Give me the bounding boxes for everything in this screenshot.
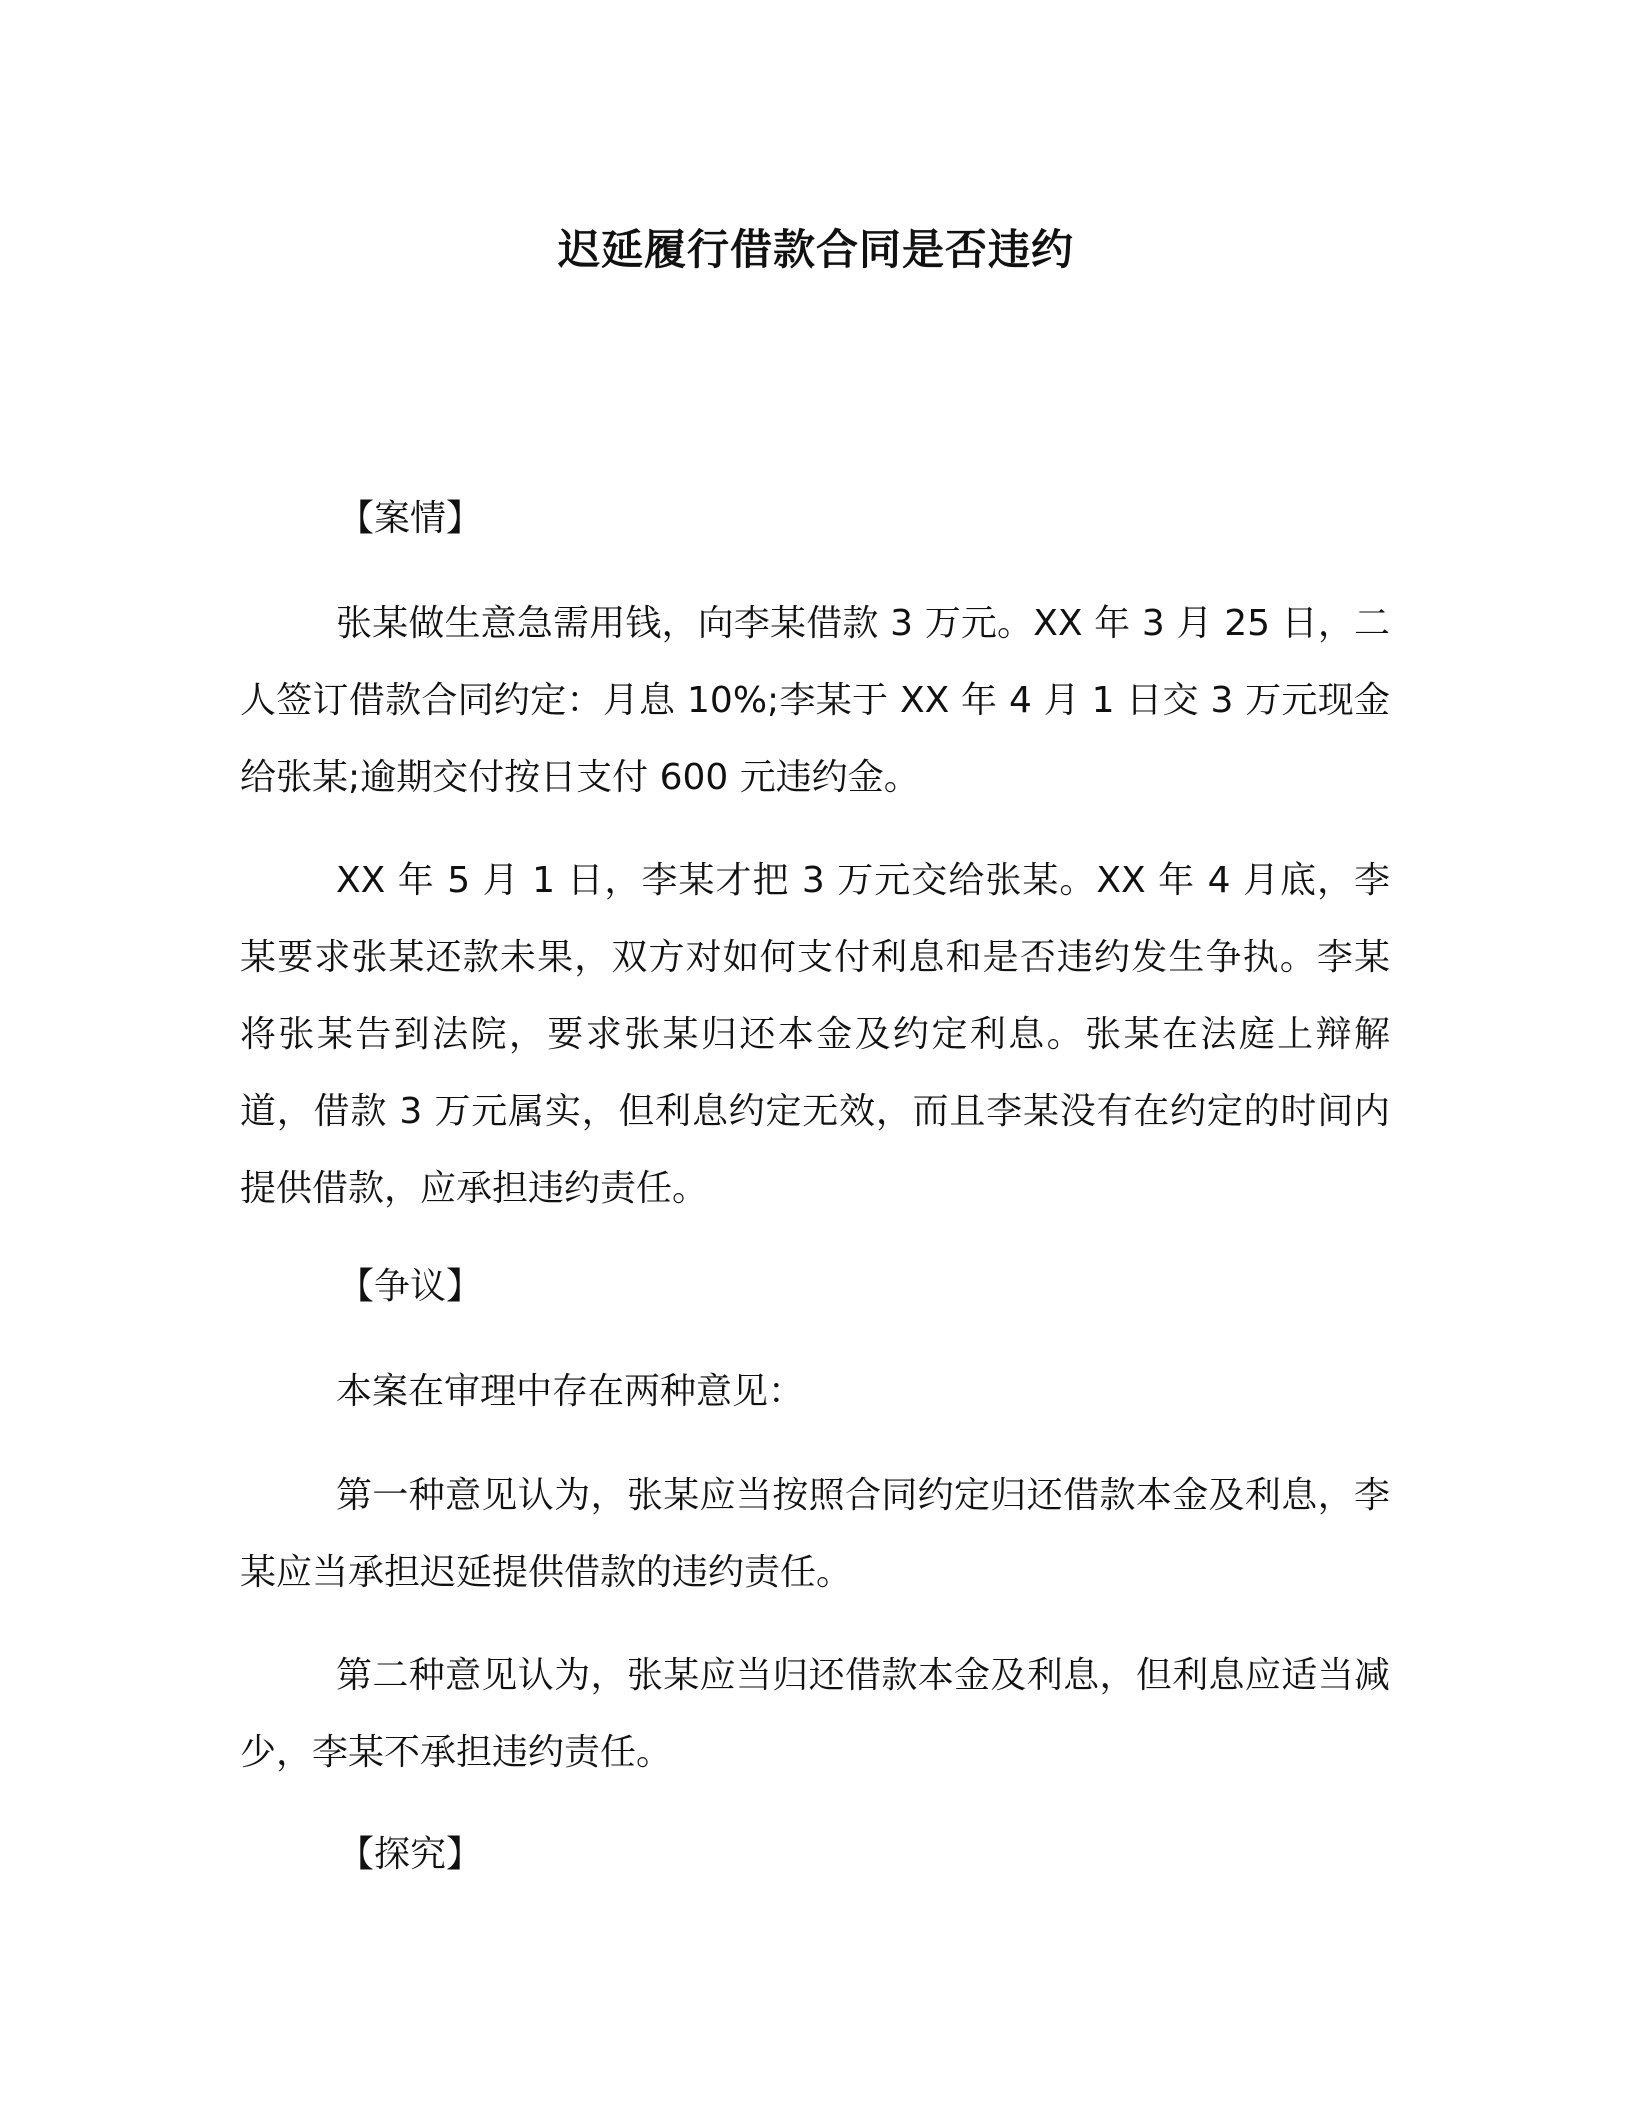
section-heading-case: 【案情】 [338,498,483,539]
case-paragraph-1: 张某做生意急需用钱，向李某借款 3 万元。XX 年 3 月 25 日，二人签订借款合同约定：月息 10%;李某于 XX 年 4 月 1 日交 3 万元现金给张某;逾期交付按日支付 600 元违约金。 [240,603,1390,798]
section-heading-dispute: 【争议】 [338,1266,483,1307]
dispute-paragraph-3: 第二种意见认为，张某应当归还借款本金及利息，但利息应适当减少，李某不承担违约责任。 [240,1655,1390,1773]
dispute-paragraph-2: 第一种意见认为，张某应当按照合同约定归还借款本金及利息，李某应当承担迟延提供借款的违约责任。 [240,1475,1390,1593]
dispute-paragraph-1: 本案在审理中存在两种意见： [336,1371,805,1412]
document-title: 迟延履行借款合同是否违约 [557,225,1074,274]
section-heading-inquiry: 【探究】 [338,1834,483,1875]
case-paragraph-2: XX 年 5 月 1 日，李某才把 3 万元交给张某。XX 年 4 月底，李某要求张某还款未果，双方对如何支付利息和是否违约发生争执。李某将张某告到法院，要求张某归还本金及约定利息。张某在法庭上辩解道，借款 3 万元属实，但利息约定无效，而且李某没有在约定的时间内提供借款，应承担违约责任。 [240,860,1390,1209]
